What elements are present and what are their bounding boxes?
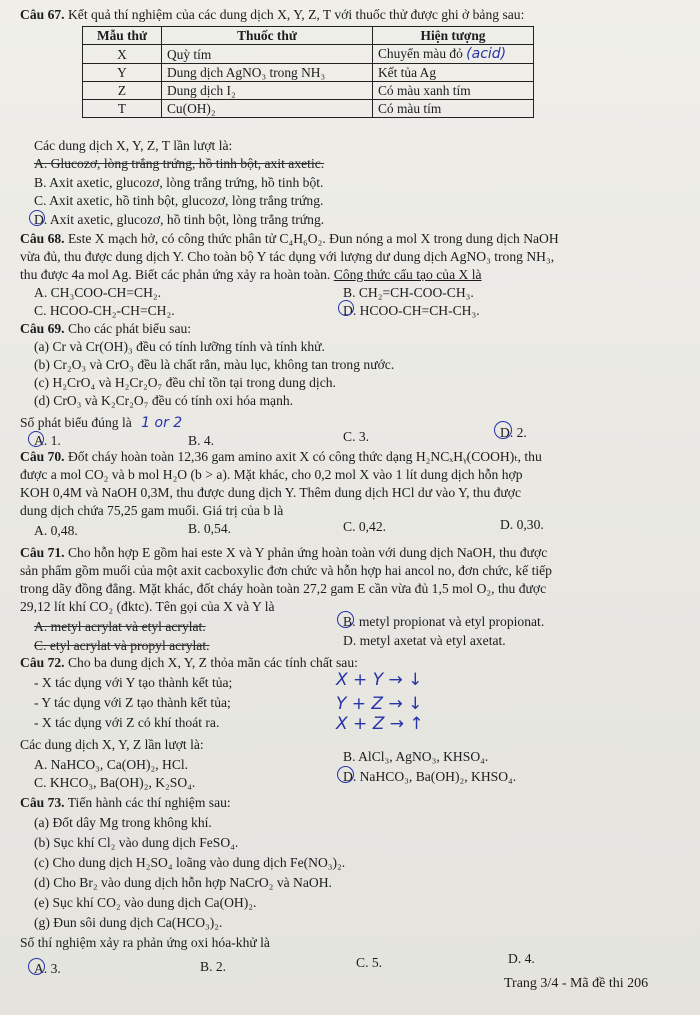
- table-cell: Quỳ tím: [162, 45, 373, 64]
- q68-option-b: B. CH₂=CH-COO-CH₃.: [343, 285, 474, 300]
- q70-option-d: D. 0,30.: [500, 517, 544, 532]
- answer-circle: [338, 300, 354, 316]
- q72-option-b: B. AlCl₃, AgNO₃, KHSO₄.: [343, 749, 489, 764]
- q70-line-4: dung dịch chứa 75,25 gam muối. Giá trị của b là: [20, 503, 284, 518]
- q71-line-3: trong dãy đồng đẳng. Mặt khác, đốt cháy hoàn toàn 27,2 gam E cần vừa đủ 1,5 mol O₂, thu được: [20, 581, 547, 596]
- q73-experiment-b: (b) Sục khí Cl₂ vào dung dịch FeSO₄.: [34, 835, 239, 850]
- q69-count: Số phát biểu đúng là 1 or 2: [20, 415, 183, 431]
- table-cell: X: [83, 45, 162, 64]
- table-cell: Z: [83, 82, 162, 100]
- table-cell: Chuyển màu đỏ (acid): [373, 45, 534, 64]
- q73-option-a: A. 3.: [34, 961, 61, 976]
- handwritten-note: X + Z → ↑: [336, 714, 424, 734]
- q72-header: Câu 72. Cho ba dung dịch X, Y, Z thỏa mãn các tính chất sau:: [20, 655, 358, 670]
- q72-property-3: - X tác dụng với Z có khí thoát ra.: [34, 715, 220, 730]
- q69-header: Câu 69. Cho các phát biểu sau:: [20, 321, 192, 336]
- table-header: Thuốc thử: [162, 27, 373, 45]
- q72-stem: Các dung dịch X, Y, Z lần lượt là:: [20, 737, 204, 752]
- table-cell: Cu(OH)₂: [162, 100, 373, 118]
- q68-line-1: Câu 68. Este X mạch hở, có công thức phân tử C₄H₆O₂. Đun nóng a mol X trong dung dịch NaOH: [20, 231, 559, 246]
- table-cell: Có màu xanh tím: [373, 82, 534, 100]
- table-cell: Dung dịch AgNO₃ trong NH₃: [162, 64, 373, 82]
- page-footer: Trang 3/4 - Mã đề thi 206: [504, 976, 649, 991]
- q68-option-c: C. HCOO-CH₂-CH=CH₂.: [34, 303, 175, 318]
- q68-line-3: thu được 4a mol Ag. Biết các phản ứng xảy ra hoàn toàn. Công thức cấu tạo của X là: [20, 267, 482, 282]
- q72-option-c: C. KHCO₃, Ba(OH)₂, K₂SO₄.: [34, 775, 196, 790]
- answer-circle: [494, 421, 512, 439]
- table-header: Mẫu thử: [83, 27, 162, 45]
- q67-header: Câu 67. Kết quả thí nghiệm của các dung dịch X, Y, Z, T với thuốc thử được ghi ở bảng sau:: [20, 7, 525, 22]
- table-header-row: [83, 27, 534, 45]
- q69-statement-a: (a) Cr và Cr(OH)₃ đều có tính lưỡng tính và tính khử.: [34, 339, 325, 354]
- q71-option-c: C. etyl acrylat và propyl acrylat.: [34, 638, 210, 653]
- handwritten-note: X + Y → ↓: [336, 670, 423, 690]
- q73-experiment-c: (c) Cho dung dịch H₂SO₄ loãng vào dung dịch Fe(NO₃)₂.: [34, 855, 346, 870]
- q71-option-d: D. metyl axetat và etyl axetat.: [343, 633, 506, 648]
- handwritten-note: (acid): [466, 46, 507, 62]
- q73-experiment-e: (e) Sục khí CO₂ vào dung dịch Ca(OH)₂.: [34, 895, 257, 910]
- table-row: [83, 45, 534, 64]
- q71-line-1: Câu 71. Cho hỗn hợp E gồm hai este X và Y phản ứng hoàn toàn với dung dịch NaOH, thu được: [20, 545, 548, 560]
- answer-circle: [28, 958, 45, 975]
- handwritten-note: Y + Z → ↓: [336, 694, 423, 714]
- q69-option-b: B. 4.: [188, 433, 215, 448]
- table-row: [83, 82, 534, 100]
- q71-option-b: B. metyl propionat và etyl propionat.: [343, 614, 545, 629]
- q69-option-d: D. 2.: [500, 425, 527, 440]
- q73-option-b: B. 2.: [200, 959, 227, 974]
- answer-circle: [337, 611, 354, 628]
- q68-line-2: vừa đủ, thu được dung dịch Y. Cho toàn bộ Y tác dụng với lượng dư dung dịch AgNO₃ trong NH₃,: [20, 249, 555, 264]
- table-cell: Dung dịch I₂: [162, 82, 373, 100]
- table-cell: T: [83, 100, 162, 118]
- q69-statement-c: (c) H₂CrO₄ và H₂Cr₂O₇ đều chỉ tồn tại trong dung dịch.: [34, 375, 336, 390]
- q71-line-2: sản phẩm gồm muối của một axit cacboxylic đơn chức và hỗn hợp hai ancol no, đơn chức, kế tiếp: [20, 563, 552, 578]
- table-row: [83, 64, 534, 82]
- table-cell: Y: [83, 64, 162, 82]
- q73-header: Câu 73. Tiến hành các thí nghiệm sau:: [20, 795, 231, 810]
- table-cell: Kết tủa Ag: [373, 64, 534, 82]
- q70-option-b: B. 0,54.: [188, 521, 232, 536]
- q67-table: [82, 26, 534, 118]
- q71-option-a: A. metyl acrylat và etyl acrylat.: [34, 619, 206, 634]
- table-row: [83, 100, 534, 118]
- q73-experiment-a: (a) Đốt dây Mg trong không khí.: [34, 815, 212, 830]
- q69-option-a: A. 1.: [34, 433, 61, 448]
- q72-option-a: A. NaHCO₃, Ca(OH)₂, HCl.: [34, 757, 189, 772]
- q69-option-c: C. 3.: [343, 429, 370, 444]
- q72-property-1: - X tác dụng với Y tạo thành kết tủa;: [34, 675, 233, 690]
- q72-property-2: - Y tác dụng với Z tạo thành kết tủa;: [34, 695, 231, 710]
- q72-option-d: D. NaHCO₃, Ba(OH)₂, KHSO₄.: [343, 769, 517, 784]
- q69-statement-d: (d) CrO₃ và K₂Cr₂O₇ đều có tính oxi hóa mạnh.: [34, 393, 294, 408]
- q70-line-3: KOH 0,4M và NaOH 0,3M, thu được dung dịch Y. Thêm dung dịch HCl dư vào Y, thu được: [20, 485, 522, 500]
- q70-option-c: C. 0,42.: [343, 519, 387, 534]
- answer-circle: [29, 210, 45, 226]
- q73-option-d: D. 4.: [508, 951, 535, 966]
- q67-stem: Các dung dịch X, Y, Z, T lần lượt là:: [34, 138, 233, 153]
- q67-option-a: A. Glucozơ, lòng trắng trứng, hồ tinh bột, axit axetic.: [34, 156, 325, 171]
- q69-statement-b: (b) Cr₂O₃ và CrO₃ đều là chất rắn, màu lục, không tan trong nước.: [34, 357, 395, 372]
- q68-option-a: A. CH₃COO-CH=CH₂.: [34, 285, 162, 300]
- q73-count: Số thí nghiệm xảy ra phản ứng oxi hóa-khử là: [20, 935, 270, 950]
- q70-option-a: A. 0,48.: [34, 523, 78, 538]
- q71-line-4: 29,12 lít khí CO₂ (đktc). Tên gọi của X và Y là: [20, 599, 275, 614]
- q73-experiment-g: (g) Đun sôi dung dịch Ca(HCO₃)₂.: [34, 915, 223, 930]
- q70-line-1: Câu 70. Đốt cháy hoàn toàn 12,36 gam amino axit X có công thức dạng H₂NCₓHᵧ(COOH)ₜ, thu: [20, 449, 542, 464]
- q73-option-c: C. 5.: [356, 955, 383, 970]
- answer-circle: [28, 431, 44, 447]
- table-cell: Có màu tím: [373, 100, 534, 118]
- q67-option-c: C. Axit axetic, hồ tinh bột, glucozơ, lòng trắng trứng.: [34, 193, 324, 208]
- q70-line-2: được a mol CO₂ và b mol H₂O (b > a). Mặt khác, cho 0,2 mol X vào 1 lít dung dịch hỗn hợp: [20, 467, 523, 482]
- answer-circle: [337, 766, 354, 783]
- q68-option-d: D. HCOO-CH=CH-CH₃.: [343, 303, 480, 318]
- q73-experiment-d: (d) Cho Br₂ vào dung dịch hỗn hợp NaCrO₂ và NaOH.: [34, 875, 332, 890]
- handwritten-note: 1 or 2: [141, 415, 183, 431]
- table-header: Hiện tượng: [373, 27, 534, 45]
- q67-option-b: B. Axit axetic, glucozơ, lòng trắng trứng, hồ tinh bột.: [34, 175, 324, 190]
- q67-option-d: D. Axit axetic, glucozơ, hồ tinh bột, lòng trắng trứng.: [34, 212, 325, 227]
